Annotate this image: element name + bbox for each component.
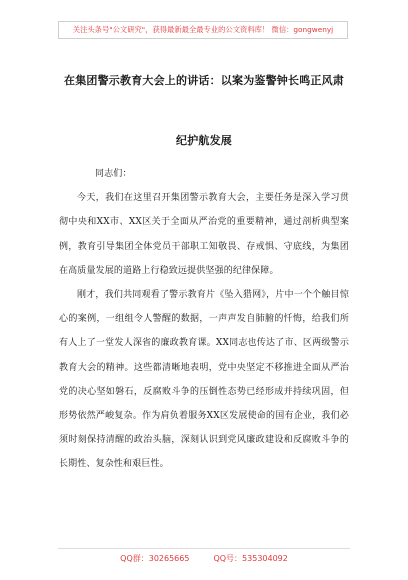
document-body xyxy=(59,162,349,477)
paragraph-1: 今天，我们在这里召开集团警示教育大会，主要任务是深入学习贯彻中央和XX市、XX区关于全面从严治党的重要精神，通过剖析典型案例，教育引导集团全体党员干部职工知敬畏、存戒惧、守底线，为集团在高质量发展的道路上行稳致远提供坚强的纪律保障。 xyxy=(59,193,349,276)
footer-contact xyxy=(58,548,350,568)
paragraph-2: 刚才，我们共同观看了警示教育片《坠入猎网》，片中一个个触目惊心的案例，一组组令人警醒的数据，一声声发自肺腑的忏悔，给我们所有人上了一堂发人深省的廉政教育课。XX同志也传达了市、区两级警示教育大会的精神。这些都清晰地表明，党中央坚定不移推进全面从严治党的决心坚如磐石，反腐败斗争的压倒性态势已经形成并持续巩固，但形势依然严峻复杂。作为肩负着服务XX区发展使命的国有企业，我们必须时刻保持清醒的政治头脑，深刻认识到党风廉政建设和反腐败斗争的长期性、复杂性和艰巨性。 xyxy=(59,290,349,470)
footer-qq-number: QQ号：535304092 xyxy=(213,554,288,563)
footer-qq-group: QQ群：30265665 xyxy=(120,554,190,563)
header-banner: 关注头条号"公文研究"，获得最新最全最专业的公文资料库！ 微信：gongwenyj xyxy=(58,21,348,39)
document-title-line-1: 在集团警示教育大会上的讲话：以案为鉴警钟长鸣正风肃 xyxy=(64,74,344,87)
document-title-line-2: 纪护航发展 xyxy=(176,134,232,147)
salutation: 同志们： xyxy=(95,169,132,179)
